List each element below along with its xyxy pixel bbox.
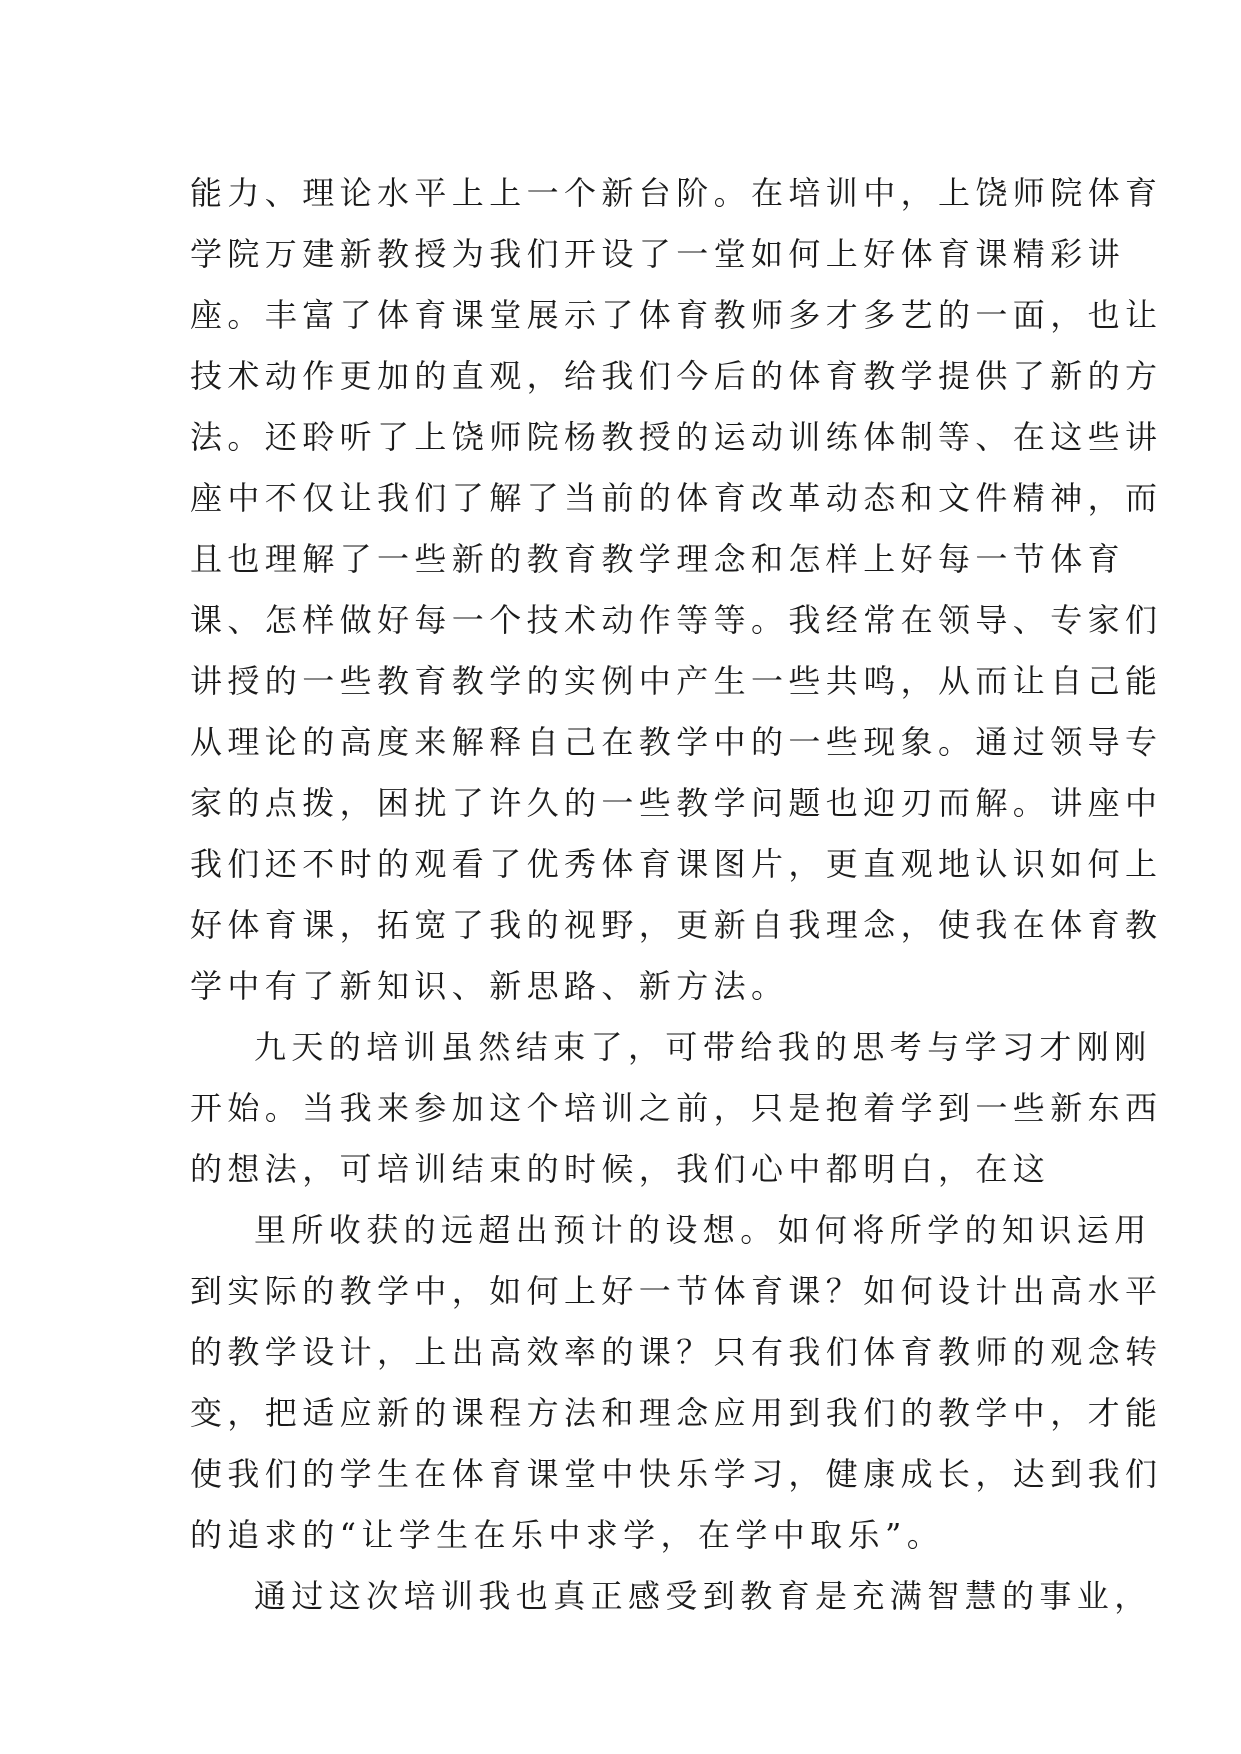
text-line: 课、怎样做好每一个技术动作等等。我经常在领导、专家们 <box>190 601 1163 639</box>
text-line: 使我们的学生在体育课堂中快乐学习，健康成长，达到我们 <box>190 1455 1163 1493</box>
text-line: 能力、理论水平上上一个新台阶。在培训中，上饶师院体育 <box>190 174 1163 212</box>
paragraph <box>190 1017 1163 1200</box>
text-line: 学中有了新知识、新思路、新方法。 <box>190 967 789 1005</box>
text-line: 的追求的“让学生在乐中求学，在学中取乐”。 <box>190 1516 945 1554</box>
text-line: 的想法，可培训结束的时候，我们心中都明白，在这 <box>190 1150 1051 1188</box>
paragraph <box>190 1200 1163 1566</box>
text-line: 且也理解了一些新的教育教学理念和怎样上好每一节体育 <box>190 540 1126 578</box>
text-line: 好体育课，拓宽了我的视野，更新自我理念，使我在体育教 <box>190 906 1163 944</box>
text-line: 从理论的高度来解释自己在教学中的一些现象。通过领导专 <box>190 723 1163 761</box>
text-line: 变，把适应新的课程方法和理念应用到我们的教学中，才能 <box>190 1394 1163 1432</box>
text-line: 学院万建新教授为我们开设了一堂如何上好体育课精彩讲 <box>190 235 1126 273</box>
text-line: 的教学设计，上出高效率的课？只有我们体育教师的观念转 <box>190 1333 1163 1371</box>
text-line: 九天的培训虽然结束了，可带给我的思考与学习才刚刚 <box>254 1028 1152 1066</box>
text-line: 讲授的一些教育教学的实例中产生一些共鸣，从而让自己能 <box>190 662 1163 700</box>
text-line: 通过这次培训我也真正感受到教育是充满智慧的事业， <box>254 1577 1152 1615</box>
text-line: 我们还不时的观看了优秀体育课图片，更直观地认识如何上 <box>190 845 1163 883</box>
paragraph <box>190 1566 1152 1627</box>
text-line: 家的点拨，困扰了许久的一些教学问题也迎刃而解。讲座中 <box>190 784 1163 822</box>
text-line: 技术动作更加的直观，给我们今后的体育教学提供了新的方 <box>190 357 1163 395</box>
paragraph <box>190 163 1163 1017</box>
text-line: 开始。当我来参加这个培训之前，只是抱着学到一些新东西 <box>190 1089 1163 1127</box>
text-line: 座。丰富了体育课堂展示了体育教师多才多艺的一面，也让 <box>190 296 1163 334</box>
document-body <box>190 163 1163 1627</box>
text-line: 法。还聆听了上饶师院杨教授的运动训练体制等、在这些讲 <box>190 418 1163 456</box>
text-line: 里所收获的远超出预计的设想。如何将所学的知识运用 <box>254 1211 1152 1249</box>
text-line: 座中不仅让我们了解了当前的体育改革动态和文件精神，而 <box>190 479 1163 517</box>
text-line: 到实际的教学中，如何上好一节体育课？如何设计出高水平 <box>190 1272 1163 1310</box>
